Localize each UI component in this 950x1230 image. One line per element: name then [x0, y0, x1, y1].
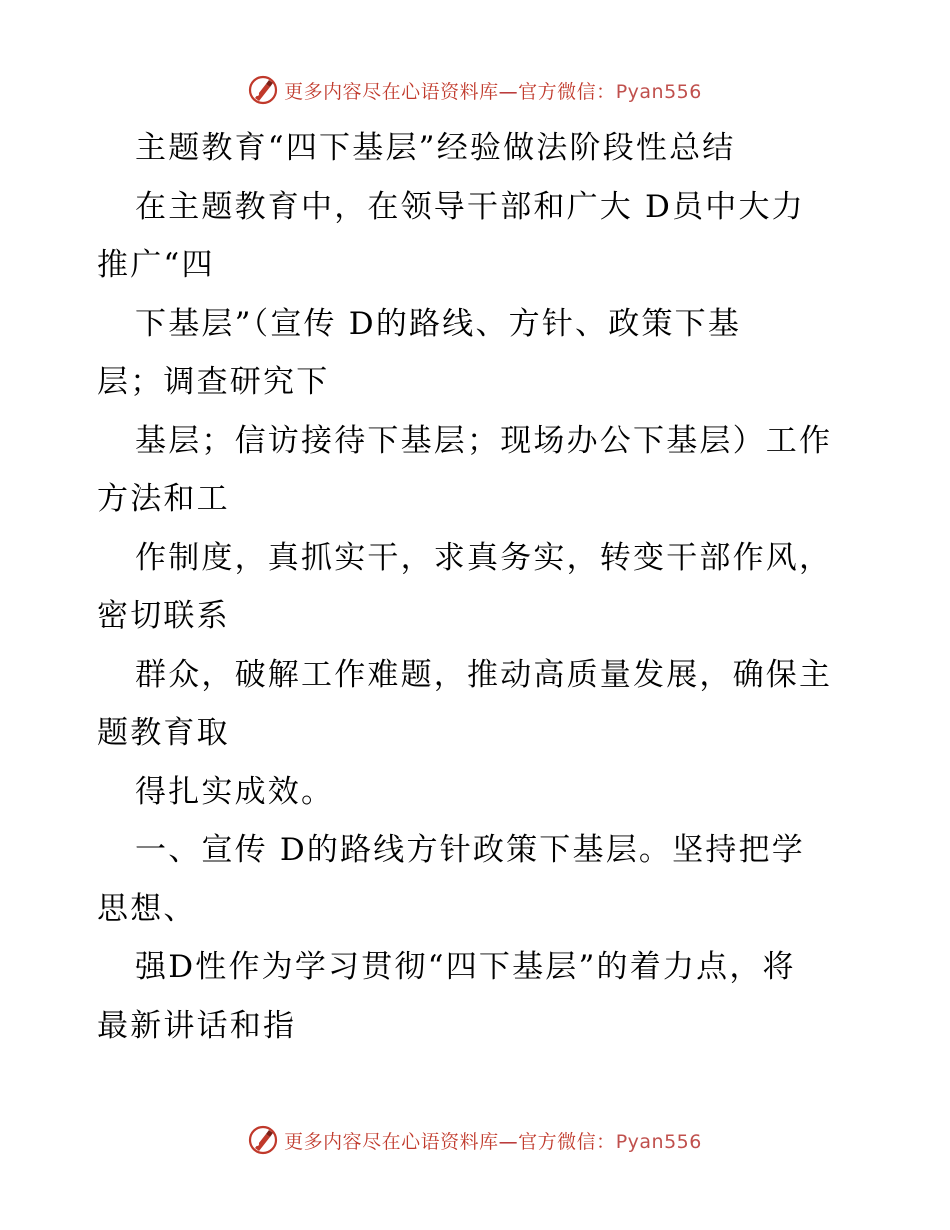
paragraph-line: 推广“四 — [97, 247, 215, 283]
pen-logo-icon — [248, 1125, 278, 1155]
watermark-contact-id: Pyan556 — [615, 80, 702, 103]
header-watermark — [0, 70, 950, 110]
watermark-site-text: 更多内容尽在心语资料库 — [284, 1130, 499, 1153]
paragraph-line: 下基层”（宣传 D的路线、方针、政策下基 — [135, 305, 742, 342]
watermark-text — [284, 77, 702, 104]
pen-logo-icon — [248, 75, 278, 105]
paragraph-line: 最新讲话和指 — [97, 1007, 297, 1044]
paragraph-line: 方法和工 — [97, 481, 230, 517]
document-title: 主题教育“四下基层”经验做法阶段性总结 — [135, 130, 736, 166]
paragraph-line: 在主题教育中，在领导干部和广大 D员中大力 — [135, 188, 805, 225]
watermark-contact-id: Pyan556 — [615, 1130, 702, 1153]
paragraph-line: 基层；信访接待下基层；现场办公下基层）工作 — [135, 422, 833, 459]
paragraph-line: 强D性作为学习贯彻“四下基层”的着力点，将 — [135, 949, 796, 985]
paragraph-line: 作制度，真抓实干，求真务实，转变干部作风， — [135, 539, 833, 576]
section-heading-line: 一、宣传 D的路线方针政策下基层。坚持把学 — [135, 832, 805, 868]
footer-watermark — [0, 1120, 950, 1160]
paragraph-line: 层；调查研究下 — [97, 364, 330, 400]
watermark-contact-label: 官方微信： — [518, 80, 616, 103]
paragraph-line: 思想、 — [97, 890, 197, 927]
watermark-separator: — — [498, 80, 519, 103]
watermark-contact-label: 官方微信： — [518, 1130, 616, 1153]
paragraph-line: 群众，破解工作难题，推动高质量发展，确保主 — [135, 656, 833, 693]
watermark-site-text: 更多内容尽在心语资料库 — [284, 80, 499, 103]
document-body — [97, 119, 857, 1055]
paragraph-line: 题教育取 — [97, 715, 230, 751]
paragraph-line: 密切联系 — [97, 598, 230, 634]
paragraph-line: 得扎实成效。 — [135, 773, 335, 810]
watermark-text — [284, 1127, 702, 1154]
watermark-separator: — — [498, 1130, 519, 1153]
